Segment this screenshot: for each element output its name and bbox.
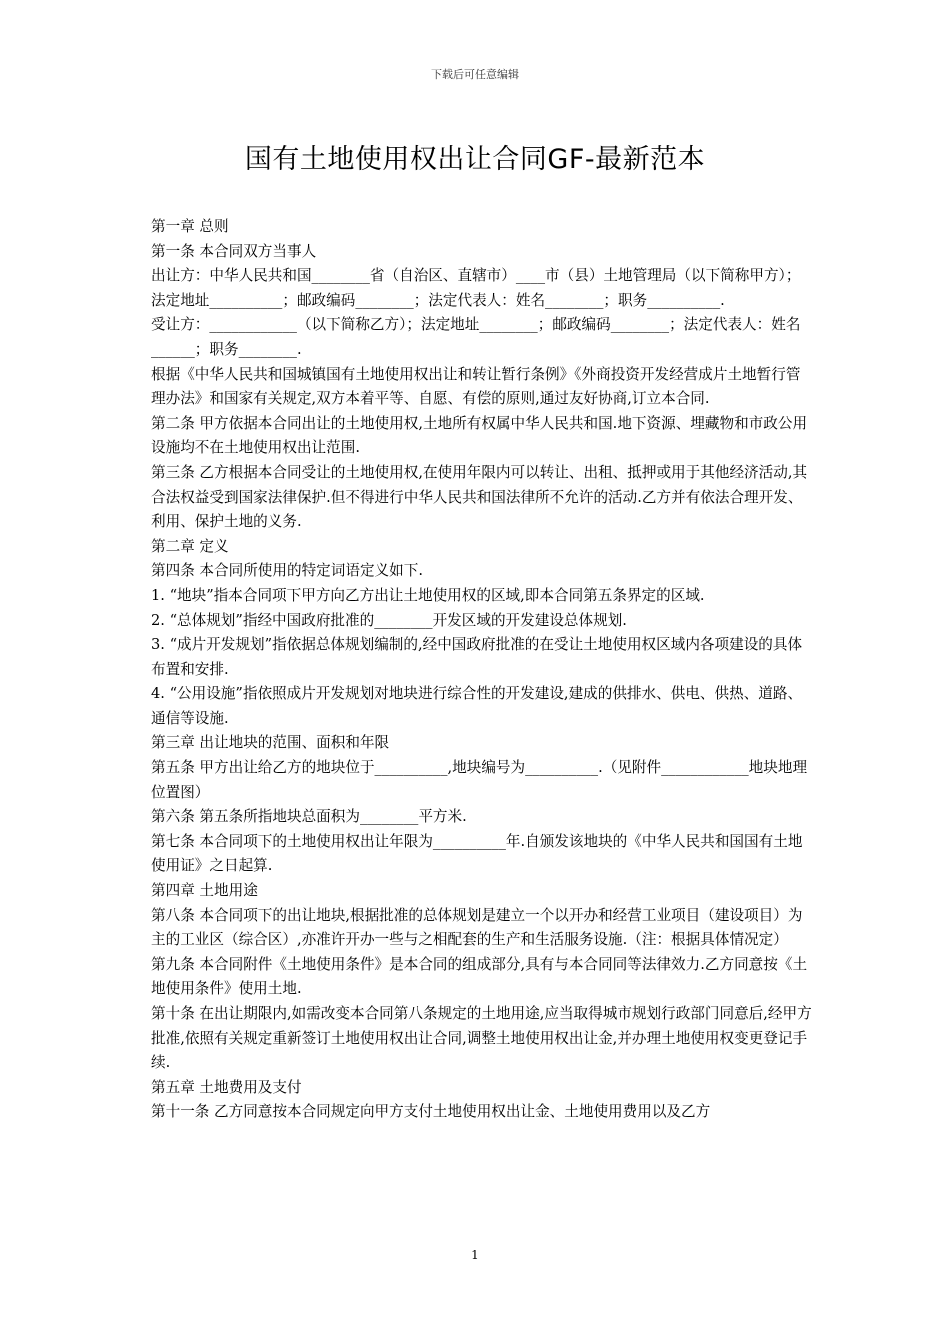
paragraph: 第十条 在出让期限内,如需改变本合同第八条规定的土地用途,应当取得城市规划行政部门同意后,经甲方批准,依照有关规定重新签订土地使用权出让合同,调整土地使用权出让金,并办理土地使用权变更登记手续. bbox=[151, 1005, 812, 1072]
paragraph: 3. “成片开发规划”指依据总体规划编制的,经中国政府批准的在受让土地使用权区域内各项建设的具体布置和安排. bbox=[151, 636, 803, 678]
paragraph: 第五条 甲方出让给乙方的地块位于__________,地块编号为__________.（见附件____________地块地理位置图） bbox=[151, 759, 808, 801]
page-number: 1 bbox=[471, 1248, 479, 1262]
paragraph: 根据《中华人民共和国城镇国有土地使用权出让和转让暂行条例》《外商投资开发经营成片土地暂行管理办法》和国家有关规定,双方本着平等、自愿、有偿的原则,通过友好协商,订立本合同. bbox=[151, 365, 801, 408]
paragraph: 4. “公用设施”指依照成片开发规划对地块进行综合性的开发建设,建成的供排水、供电、供热、道路、通信等设施. bbox=[151, 685, 803, 727]
paragraph: 第四章 土地用途 bbox=[151, 882, 258, 900]
paragraph: 第三章 出让地块的范围、面积和年限 bbox=[151, 734, 390, 752]
paragraph: 2. “总体规划”指经中国政府批准的________开发区域的开发建设总体规划. bbox=[151, 611, 627, 629]
paragraph: 第二章 定义 bbox=[151, 537, 229, 555]
paragraph: 第九条 本合同附件《土地使用条件》是本合同的组成部分,具有与本合同同等法律效力.乙方同意按《土地使用条件》使用土地. bbox=[151, 955, 808, 998]
paragraph: 第十一条 乙方同意按本合同规定向甲方支付土地使用权出让金、土地使用费用以及乙方 bbox=[151, 1103, 711, 1121]
paragraph: 第四条 本合同所使用的特定词语定义如下. bbox=[151, 562, 423, 580]
paragraph: 1. “地块”指本合同项下甲方向乙方出让土地使用权的区域,即本合同第五条界定的区域. bbox=[151, 586, 705, 604]
paragraph: 受让方：____________（以下简称乙方）；法定地址________；邮政编码________；法定代表人：姓名______；职务________. bbox=[151, 316, 801, 358]
document-title: 国有土地使用权出让合同GF-最新范本 bbox=[244, 144, 706, 175]
paragraph: 第三条 乙方根据本合同受让的土地使用权,在使用年限内可以转让、出租、抵押或用于其他经济活动,其合法权益受到国家法律保护.但不得进行中华人民共和国法律所不允许的活动.乙方并有依法合理开发、利用、保护土地的义务. bbox=[151, 463, 808, 531]
page-header: 下载后可任意编辑 bbox=[431, 68, 519, 81]
paragraph: 第六条 第五条所指地块总面积为________平方米. bbox=[151, 808, 467, 826]
paragraph: 出让方：中华人民共和国________省（自治区、直辖市）____市（县）土地管理局（以下简称甲方）；法定地址__________；邮政编码________；法定代表人：姓名________；职务__________. bbox=[151, 267, 801, 309]
paragraph: 第一章 总则 bbox=[151, 218, 229, 235]
paragraph: 第五章 土地费用及支付 bbox=[151, 1078, 302, 1096]
paragraph: 第八条 本合同项下的出让地块,根据批准的总体规划是建立一个以开办和经营工业项目（建设项目）为主的工业区（综合区）,亦准许开办一些与之相配套的生产和生活服务设施.（注：根据具体情况定） bbox=[151, 906, 803, 949]
paragraph: 第七条 本合同项下的土地使用权出让年限为__________年.自颁发该地块的《中华人民共和国国有土地使用证》之日起算. bbox=[151, 832, 803, 875]
document-body bbox=[145, 215, 813, 1125]
paragraph: 第二条 甲方依据本合同出让的土地使用权,土地所有权属中华人民共和国.地下资源、埋藏物和市政公用设施均不在土地使用权出让范围. bbox=[151, 414, 808, 457]
paragraph: 第一条 本合同双方当事人 bbox=[151, 242, 317, 260]
